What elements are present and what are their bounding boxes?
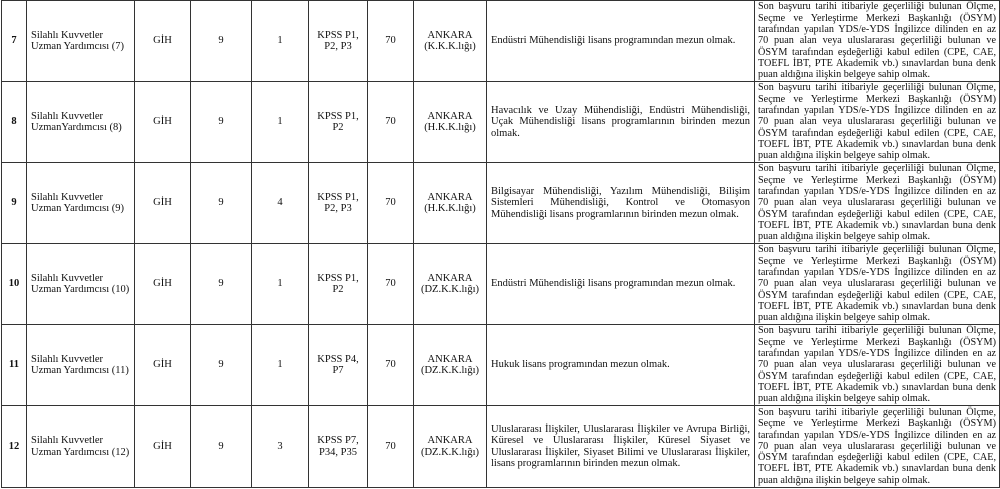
- table-row: [2, 406, 1000, 488]
- location: ANKARA (K.K.K.lığı): [414, 1, 487, 82]
- grade: 9: [191, 1, 252, 82]
- position-number: 11: [2, 325, 27, 406]
- position-title: Silahlı Kuvvetler Uzman Yardımcısı (7): [27, 1, 135, 82]
- unit-code: GİH: [135, 1, 191, 82]
- location: ANKARA (DZ.K.K.lığı): [414, 244, 487, 325]
- unit-code: GİH: [135, 82, 191, 163]
- min-score: 70: [368, 1, 414, 82]
- position-count: 1: [252, 325, 309, 406]
- min-score: 70: [368, 82, 414, 163]
- positions-table: [1, 0, 1000, 488]
- language-requirement: Son başvuru tarihi itibariyle geçerliliği bulunan Ölçme, Seçme ve Yerleştirme Merkezi Başkanlığı (ÖSYM) tarafından yapılan YDS/e-YDS İngilizce dilinden en az 70 puan alan veya uluslararası geçerliliği bulunan ve ÖSYM tarafından eşdeğerliği kabul edilen (CPE, CAE, TOEFL İBT, PTE Akademik vb.) sınavlardan buna denk puan aldığına ilişkin belgeye sahip olmak.: [755, 325, 1000, 406]
- location: ANKARA (DZ.K.K.lığı): [414, 325, 487, 406]
- position-title: Silahlı Kuvvetler Uzman Yardımcısı (12): [27, 406, 135, 488]
- score-type: KPSS P4, P7: [309, 325, 368, 406]
- grade: 9: [191, 163, 252, 244]
- min-score: 70: [368, 244, 414, 325]
- education-requirement: Havacılık ve Uzay Mühendisliği, Endüstri Mühendisliği, Uçak Mühendisliği lisans programlarının birinden mezun olmak.: [487, 82, 755, 163]
- language-requirement: Son başvuru tarihi itibariyle geçerliliği bulunan Ölçme, Seçme ve Yerleştirme Merkezi Başkanlığı (ÖSYM) tarafından yapılan YDS/e-YDS İngilizce dilinden en az 70 puan alan veya uluslararası geçerliliği bulunan ve ÖSYM tarafından eşdeğerliği kabul edilen (CPE, CAE, TOEFL İBT, PTE Akademik vb.) sınavlardan buna denk puan aldığına ilişkin belgeye sahip olmak.: [755, 1, 1000, 82]
- language-requirement: Son başvuru tarihi itibariyle geçerliliği bulunan Ölçme, Seçme ve Yerleştirme Merkezi Başkanlığı (ÖSYM) tarafından yapılan YDS/e-YDS İngilizce dilinden en az 70 puan alan veya uluslararası geçerliliği bulunan ve ÖSYM tarafından eşdeğerliği kabul edilen (CPE, CAE, TOEFL İBT, PTE Akademik vb.) sınavlardan buna denk puan aldığına ilişkin belgeye sahip olmak.: [755, 406, 1000, 488]
- grade: 9: [191, 244, 252, 325]
- unit-code: GİH: [135, 163, 191, 244]
- table-row: [2, 1, 1000, 82]
- position-number: 9: [2, 163, 27, 244]
- score-type: KPSS P1, P2, P3: [309, 163, 368, 244]
- position-number: 8: [2, 82, 27, 163]
- score-type: KPSS P1, P2: [309, 244, 368, 325]
- position-count: 1: [252, 82, 309, 163]
- table-row: [2, 325, 1000, 406]
- unit-code: GİH: [135, 406, 191, 488]
- unit-code: GİH: [135, 244, 191, 325]
- grade: 9: [191, 82, 252, 163]
- min-score: 70: [368, 163, 414, 244]
- location: ANKARA (H.K.K.lığı): [414, 163, 487, 244]
- education-requirement: Endüstri Mühendisliği lisans programından mezun olmak.: [487, 244, 755, 325]
- score-type: KPSS P7, P34, P35: [309, 406, 368, 488]
- position-title: Silahlı Kuvvetler UzmanYardımcısı (8): [27, 82, 135, 163]
- position-count: 4: [252, 163, 309, 244]
- language-requirement: Son başvuru tarihi itibariyle geçerliliği bulunan Ölçme, Seçme ve Yerleştirme Merkezi Başkanlığı (ÖSYM) tarafından yapılan YDS/e-YDS İngilizce dilinden en az 70 puan alan veya uluslararası geçerliliği bulunan ve ÖSYM tarafından eşdeğerliği kabul edilen (CPE, CAE, TOEFL İBT, PTE Akademik vb.) sınavlardan buna denk puan aldığına ilişkin belgeye sahip olmak.: [755, 163, 1000, 244]
- position-title: Silahlı Kuvvetler Uzman Yardımcısı (11): [27, 325, 135, 406]
- language-requirement: Son başvuru tarihi itibariyle geçerliliği bulunan Ölçme, Seçme ve Yerleştirme Merkezi Başkanlığı (ÖSYM) tarafından yapılan YDS/e-YDS İngilizce dilinden en az 70 puan alan veya uluslararası geçerliliği bulunan ve ÖSYM tarafından eşdeğerliği kabul edilen (CPE, CAE, TOEFL İBT, PTE Akademik vb.) sınavlardan buna denk puan aldığına ilişkin belgeye sahip olmak.: [755, 244, 1000, 325]
- grade: 9: [191, 325, 252, 406]
- education-requirement: Hukuk lisans programından mezun olmak.: [487, 325, 755, 406]
- position-number: 7: [2, 1, 27, 82]
- language-requirement: Son başvuru tarihi itibariyle geçerliliği bulunan Ölçme, Seçme ve Yerleştirme Merkezi Başkanlığı (ÖSYM) tarafından yapılan YDS/e-YDS İngilizce dilinden en az 70 puan alan veya uluslararası geçerliliği bulunan ve ÖSYM tarafından eşdeğerliği kabul edilen (CPE, CAE, TOEFL İBT, PTE Akademik vb.) sınavlardan buna denk puan aldığına ilişkin belgeye sahip olmak.: [755, 82, 1000, 163]
- position-title: Silahlı Kuvvetler Uzman Yardımcısı (9): [27, 163, 135, 244]
- min-score: 70: [368, 406, 414, 488]
- position-count: 1: [252, 244, 309, 325]
- min-score: 70: [368, 325, 414, 406]
- position-count: 1: [252, 1, 309, 82]
- education-requirement: Uluslararası İlişkiler, Uluslararası İlişkiler ve Avrupa Birliği, Küresel ve Uluslararası İlişkiler, Küresel Siyaset ve Uluslararası İlişkiler, Siyaset Bilimi ve Uluslararası İlişkiler, lisans programlarının birinden mezun olmak.: [487, 406, 755, 488]
- education-requirement: Bilgisayar Mühendisliği, Yazılım Mühendisliği, Bilişim Sistemleri Mühendisliği, Kontrol ve Otomasyon Mühendisliği lisans programlarının birinden mezun olmak.: [487, 163, 755, 244]
- grade: 9: [191, 406, 252, 488]
- location: ANKARA (DZ.K.K.lığı): [414, 406, 487, 488]
- position-number: 12: [2, 406, 27, 488]
- table-row: [2, 163, 1000, 244]
- position-count: 3: [252, 406, 309, 488]
- position-number: 10: [2, 244, 27, 325]
- position-title: Silahlı Kuvvetler Uzman Yardımcısı (10): [27, 244, 135, 325]
- score-type: KPSS P1, P2, P3: [309, 1, 368, 82]
- education-requirement: Endüstri Mühendisliği lisans programından mezun olmak.: [487, 1, 755, 82]
- table-row: [2, 244, 1000, 325]
- unit-code: GİH: [135, 325, 191, 406]
- score-type: KPSS P1, P2: [309, 82, 368, 163]
- location: ANKARA (H.K.K.lığı): [414, 82, 487, 163]
- table-row: [2, 82, 1000, 163]
